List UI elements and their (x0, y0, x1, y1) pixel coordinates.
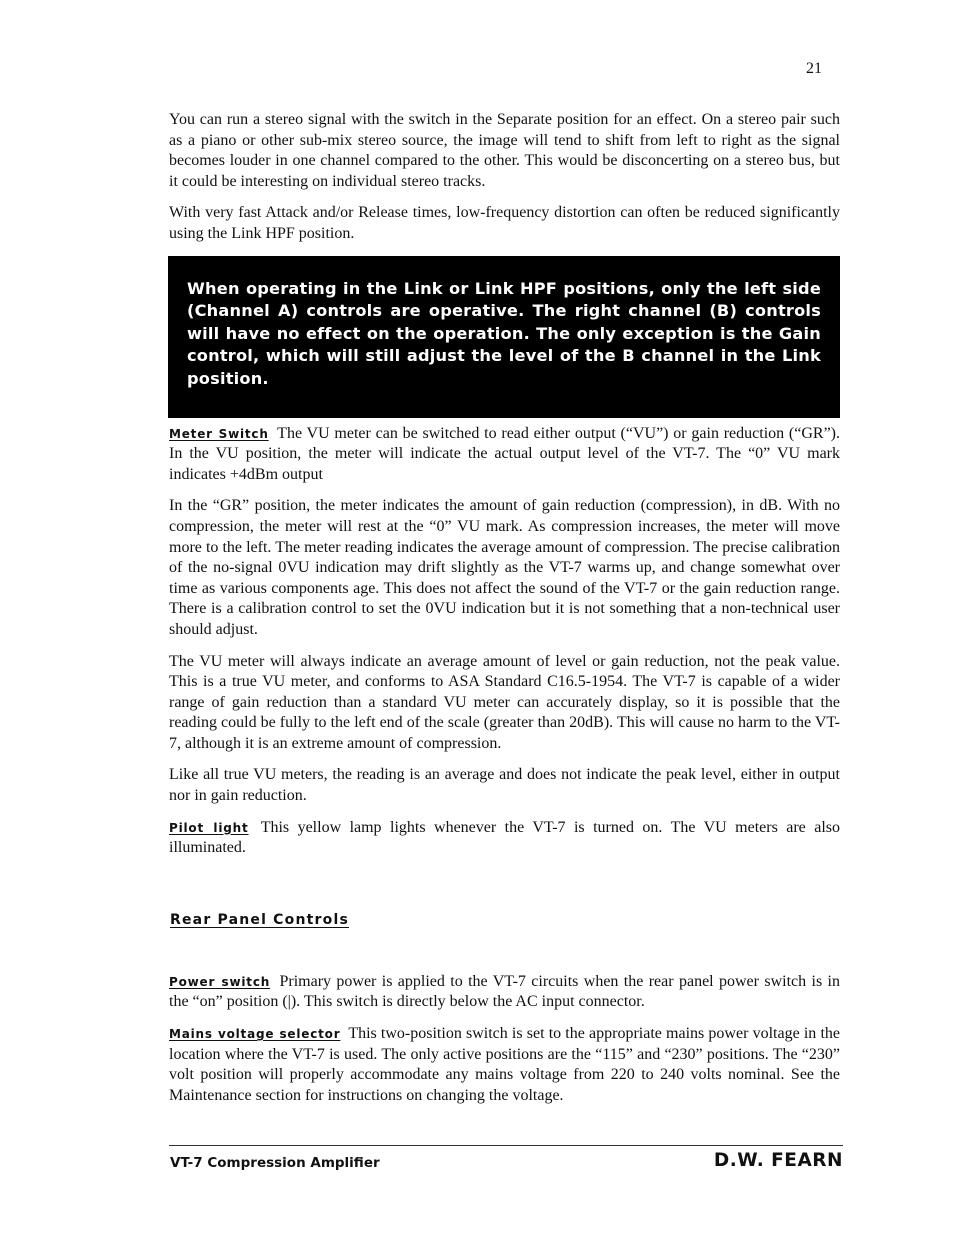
footer-divider (169, 1145, 843, 1146)
page-number: 21 (806, 60, 822, 77)
term-mains-voltage: Mains voltage selector (169, 1027, 341, 1042)
power-switch-text: Primary power is applied to the VT-7 circuits when the rear panel power switch is in the “on” position (|). This switch is directly below the AC input connector. (169, 972, 841, 1011)
footer-product-name: VT-7 Compression Amplifier (170, 1155, 380, 1171)
paragraph-meter-switch (169, 424, 840, 486)
page-content (169, 110, 840, 1117)
paragraph-pilot-light (169, 818, 840, 859)
paragraph-vu-average: The VU meter will always indicate an average amount of level or gain reduction, not the peak value. This is a true VU meter, and conforms to ASA Standard C16.5-1954. The VT-7 is capable of a wider range of gain reduction than a standard VU meter can accurately display, so it is possible that the reading could be fully to the left end of the scale (greater than 20dB). This will cause no harm to the VT-7, although it is an extreme amount of compression. (169, 652, 840, 752)
link-mode-callout (168, 256, 840, 418)
term-meter-switch: Meter Switch (169, 426, 269, 441)
footer-brand: D.W. FEARN (713, 1150, 843, 1171)
paragraph-true-vu: Like all true VU meters, the reading is an average and does not indicate the peak level, either in output nor in gain reduction. (169, 766, 840, 805)
meter-switch-text: The VU meter can be switched to read either output (“VU”) or gain reduction (“GR”). In the VU position, the meter will indicate the actual output level of the VT-7. The “0” VU mark indicates +4dBm output (169, 424, 841, 483)
section-heading-rear-panel: Rear Panel Controls (170, 911, 349, 928)
term-power-switch: Power switch (169, 974, 271, 989)
mains-voltage-text: This two-position switch is set to the appropriate mains power voltage in the location where the VT-7 is used. The only active positions are the “115” and “230” positions. The “230” volt position will properly accommodate any mains voltage from 220 to 240 volts nominal. See the Maintenance section for instructions on changing the voltage. (169, 1025, 841, 1104)
term-pilot-light: Pilot light (169, 820, 249, 835)
callout-text: When operating in the Link or Link HPF positions, only the left side (Channel A) controls are operative. The right channel (B) controls will have no effect on the operation. The only exception is the Gain control, which will still adjust the level of the B channel in the Link position. (187, 278, 821, 388)
paragraph-mains-voltage (169, 1024, 840, 1106)
paragraph-stereo-separate: You can run a stereo signal with the switch in the Separate position for an effect. On a stereo pair such as a piano or other sub-mix stereo source, the image will tend to shift from left to right as the signal becomes louder in one channel compared to the other. This would be disconcerting on a stereo bus, but it could be interesting on individual stereo tracks. (169, 111, 840, 190)
paragraph-power-switch (169, 972, 840, 1013)
pilot-light-text: This yellow lamp lights whenever the VT-7 is turned on. The VU meters are also illuminated. (169, 818, 840, 857)
paragraph-fast-attack: With very fast Attack and/or Release times, low-frequency distortion can often be reduced significantly using the Link HPF position. (169, 204, 840, 242)
paragraph-gr-position: In the “GR” position, the meter indicates the amount of gain reduction (compression), in dB. With no compression, the meter will rest at the “0” VU mark. As compression increases, the meter will move more to the left. The meter reading indicates the average amount of compression. The precise calibration of the no-signal 0VU indication may drift slightly as the VT-7 warms up, and change somewhat over time as various components age. This does not affect the sound of the VT-7 or the gain reduction range. There is a calibration control to set the 0VU indication but it is not something that a non-technical user should adjust. (169, 497, 840, 638)
